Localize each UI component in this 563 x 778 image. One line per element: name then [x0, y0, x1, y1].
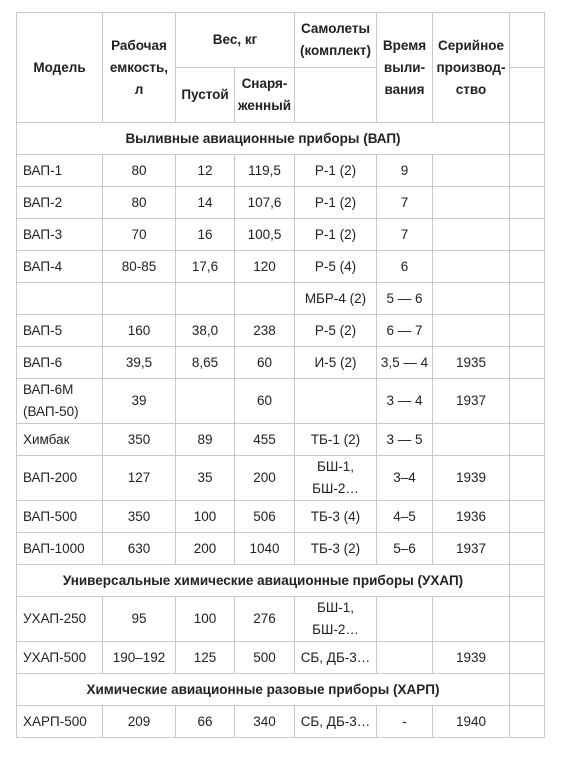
cell-aircraft: БШ-1, БШ-2…: [295, 456, 377, 501]
cell-serial: [433, 424, 510, 456]
cell-time: 7: [377, 187, 433, 219]
cell-extra: [510, 283, 545, 315]
cell-loaded: 100,5: [235, 219, 295, 251]
table-row: [17, 219, 545, 251]
cell-loaded: 238: [235, 315, 295, 347]
cell-extra: [510, 501, 545, 533]
cell-time: 5 — 6: [377, 283, 433, 315]
cell-serial: [433, 187, 510, 219]
cell-serial: 1937: [433, 533, 510, 565]
table-row: [17, 315, 545, 347]
cell-serial: [433, 155, 510, 187]
section-harp: [17, 674, 545, 706]
table-row: [17, 533, 545, 565]
header-serial: Серийное производ-ство: [433, 13, 510, 123]
cell-empty: 200: [176, 533, 235, 565]
table-row: [17, 501, 545, 533]
cell-loaded: 455: [235, 424, 295, 456]
cell-time: 3–4: [377, 456, 433, 501]
cell-extra: [510, 642, 545, 674]
header-extra-sub: [510, 68, 545, 123]
table-row: [17, 187, 545, 219]
cell-serial: [433, 283, 510, 315]
cell-capacity: 160: [103, 315, 176, 347]
cell-capacity: 39,5: [103, 347, 176, 379]
section-extra-cell: [510, 674, 545, 706]
header-empty: Пустой: [176, 68, 235, 123]
cell-capacity: 350: [103, 501, 176, 533]
cell-serial: 1936: [433, 501, 510, 533]
cell-aircraft: И-5 (2): [295, 347, 377, 379]
cell-model: ВАП-6: [17, 347, 103, 379]
cell-model: ВАП-6М (ВАП-50): [17, 379, 103, 424]
cell-capacity: 70: [103, 219, 176, 251]
cell-model: Химбак: [17, 424, 103, 456]
cell-model: [17, 283, 103, 315]
cell-aircraft: Р-5 (2): [295, 315, 377, 347]
cell-serial: [433, 251, 510, 283]
table-row: [17, 456, 545, 501]
cell-aircraft: МБР-4 (2): [295, 283, 377, 315]
section-extra-cell: [510, 123, 545, 155]
cell-model: ВАП-2: [17, 187, 103, 219]
cell-time: 5–6: [377, 533, 433, 565]
cell-serial: [433, 315, 510, 347]
cell-capacity: 39: [103, 379, 176, 424]
section-title: Выливные авиационные приборы (ВАП): [17, 123, 510, 155]
cell-aircraft: ТБ-3 (2): [295, 533, 377, 565]
cell-extra: [510, 315, 545, 347]
table-row: [17, 642, 545, 674]
cell-capacity: 350: [103, 424, 176, 456]
cell-empty: 8,65: [176, 347, 235, 379]
header-pour-time: Время выли-вания: [377, 13, 433, 123]
header-aircraft-sub: [295, 68, 377, 123]
cell-capacity: [103, 283, 176, 315]
cell-loaded: 1040: [235, 533, 295, 565]
cell-aircraft: ТБ-1 (2): [295, 424, 377, 456]
cell-model: ВАП-3: [17, 219, 103, 251]
cell-extra: [510, 456, 545, 501]
header-aircraft: Самолеты (комплект): [295, 13, 377, 68]
cell-model: ВАП-200: [17, 456, 103, 501]
cell-aircraft: [295, 379, 377, 424]
section-extra-cell: [510, 565, 545, 597]
cell-aircraft: Р-1 (2): [295, 155, 377, 187]
cell-time: [377, 597, 433, 642]
cell-serial: [433, 597, 510, 642]
cell-time: 9: [377, 155, 433, 187]
cell-aircraft: Р-1 (2): [295, 187, 377, 219]
cell-capacity: 80: [103, 155, 176, 187]
cell-capacity: 127: [103, 456, 176, 501]
cell-extra: [510, 155, 545, 187]
table-row: [17, 424, 545, 456]
table-row: [17, 251, 545, 283]
cell-empty: 100: [176, 597, 235, 642]
cell-empty: 66: [176, 706, 235, 738]
cell-loaded: 200: [235, 456, 295, 501]
cell-capacity: 95: [103, 597, 176, 642]
cell-time: 3 — 5: [377, 424, 433, 456]
table-row: [17, 155, 545, 187]
cell-model: УХАП-500: [17, 642, 103, 674]
cell-model: ВАП-1000: [17, 533, 103, 565]
cell-serial: 1940: [433, 706, 510, 738]
cell-time: -: [377, 706, 433, 738]
cell-aircraft: ТБ-3 (4): [295, 501, 377, 533]
cell-empty: [176, 283, 235, 315]
table-row: [17, 597, 545, 642]
cell-serial: 1939: [433, 642, 510, 674]
cell-loaded: 60: [235, 347, 295, 379]
header-capacity: Рабочая емкость, л: [103, 13, 176, 123]
cell-empty: 89: [176, 424, 235, 456]
cell-empty: 125: [176, 642, 235, 674]
table-row: [17, 706, 545, 738]
cell-time: [377, 642, 433, 674]
header-extra-cell: [510, 13, 545, 68]
cell-empty: 35: [176, 456, 235, 501]
cell-extra: [510, 424, 545, 456]
cell-loaded: 120: [235, 251, 295, 283]
cell-time: 7: [377, 219, 433, 251]
cell-extra: [510, 379, 545, 424]
cell-capacity: 190–192: [103, 642, 176, 674]
cell-capacity: 80-85: [103, 251, 176, 283]
section-vap: [17, 123, 545, 155]
cell-extra: [510, 597, 545, 642]
cell-model: ВАП-500: [17, 501, 103, 533]
cell-serial: 1937: [433, 379, 510, 424]
section-title: Универсальные химические авиационные приборы (УХАП): [17, 565, 510, 597]
table-row: [17, 379, 545, 424]
cell-time: 6 — 7: [377, 315, 433, 347]
cell-aircraft: СБ, ДБ-3…: [295, 642, 377, 674]
cell-capacity: 630: [103, 533, 176, 565]
cell-loaded: 340: [235, 706, 295, 738]
header-model: Модель: [17, 13, 103, 123]
cell-aircraft: Р-1 (2): [295, 219, 377, 251]
header-loaded: Снаря-женный: [235, 68, 295, 123]
cell-empty: 16: [176, 219, 235, 251]
cell-loaded: 107,6: [235, 187, 295, 219]
cell-time: 4–5: [377, 501, 433, 533]
cell-extra: [510, 347, 545, 379]
cell-model: УХАП-250: [17, 597, 103, 642]
cell-empty: 38,0: [176, 315, 235, 347]
cell-serial: 1939: [433, 456, 510, 501]
header-weight: Вес, кг: [176, 13, 295, 68]
cell-model: ВАП-4: [17, 251, 103, 283]
cell-aircraft: БШ-1, БШ-2…: [295, 597, 377, 642]
cell-empty: 17,6: [176, 251, 235, 283]
cell-extra: [510, 187, 545, 219]
aviation-devices-table: [16, 12, 545, 738]
cell-extra: [510, 706, 545, 738]
cell-capacity: 209: [103, 706, 176, 738]
cell-extra: [510, 533, 545, 565]
cell-extra: [510, 219, 545, 251]
cell-empty: [176, 379, 235, 424]
cell-model: ВАП-1: [17, 155, 103, 187]
cell-model: ХАРП-500: [17, 706, 103, 738]
table-row: [17, 283, 545, 315]
cell-empty: 14: [176, 187, 235, 219]
cell-time: 6: [377, 251, 433, 283]
cell-loaded: 500: [235, 642, 295, 674]
table-row: [17, 347, 545, 379]
cell-extra: [510, 251, 545, 283]
cell-capacity: 80: [103, 187, 176, 219]
cell-loaded: [235, 283, 295, 315]
cell-serial: 1935: [433, 347, 510, 379]
section-title: Химические авиационные разовые приборы (ХАРП): [17, 674, 510, 706]
cell-time: 3,5 — 4: [377, 347, 433, 379]
cell-loaded: 276: [235, 597, 295, 642]
cell-empty: 100: [176, 501, 235, 533]
cell-aircraft: Р-5 (4): [295, 251, 377, 283]
cell-loaded: 119,5: [235, 155, 295, 187]
cell-empty: 12: [176, 155, 235, 187]
cell-loaded: 506: [235, 501, 295, 533]
section-uhap: [17, 565, 545, 597]
cell-time: 3 — 4: [377, 379, 433, 424]
cell-loaded: 60: [235, 379, 295, 424]
table-body: [17, 123, 545, 738]
cell-serial: [433, 219, 510, 251]
cell-model: ВАП-5: [17, 315, 103, 347]
cell-aircraft: СБ, ДБ-3…: [295, 706, 377, 738]
